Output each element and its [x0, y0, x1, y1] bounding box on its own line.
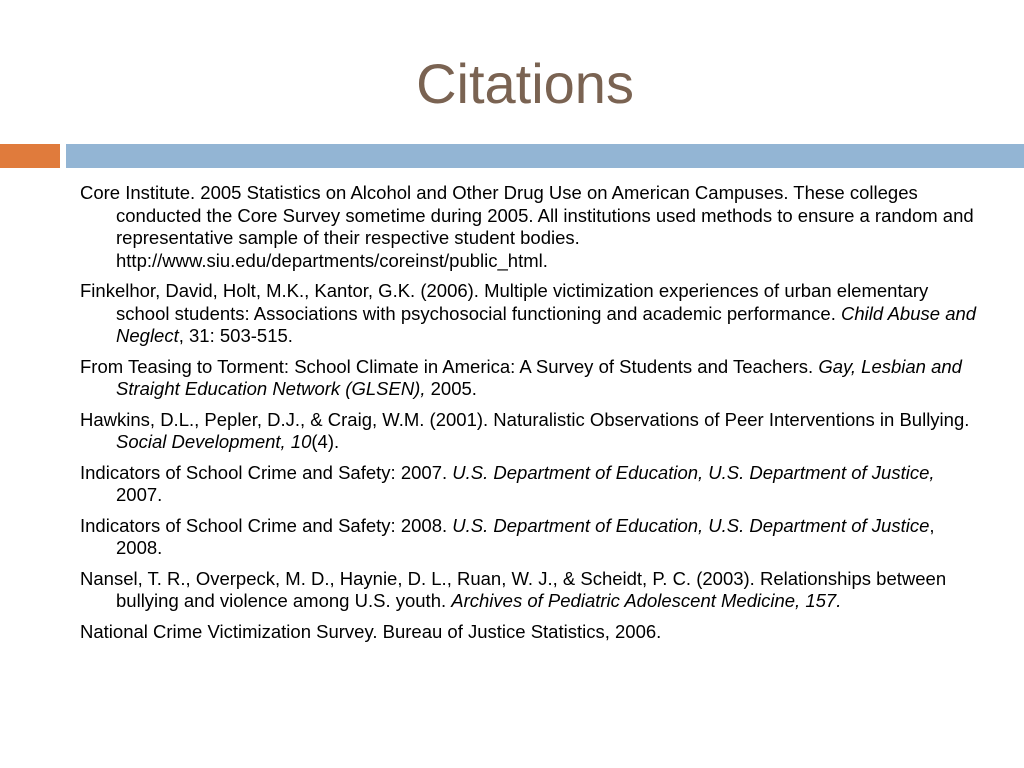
citation-item — [80, 182, 980, 272]
citation-source: Gay, Lesbian and Straight Education Network (GLSEN), — [116, 355, 962, 399]
citation-source: Child Abuse and Neglect — [116, 302, 977, 346]
citation-text: Nansel, T. R., Overpeck, M. D., Haynie, D. L., Ruan, W. J., & Scheidt, P. C. (2003). Relationships between bullying and violence among U.S. youth. — [80, 567, 947, 611]
citation-source: Social Development, 10 — [116, 431, 312, 452]
citation-text: Indicators of School Crime and Safety: 2008. — [80, 514, 453, 536]
citation-item — [80, 356, 980, 401]
citation-text: National Crime Victimization Survey. Bureau of Justice Statistics, 2006. — [80, 620, 662, 642]
citation-item — [80, 515, 980, 560]
citation-item — [80, 621, 980, 644]
citation-tail: 2007. — [116, 484, 163, 505]
citation-tail: , 31: 503-515. — [178, 325, 293, 346]
citation-source: U.S. Department of Education, U.S. Department of Justice — [452, 514, 930, 536]
accent-bar-orange — [0, 144, 60, 168]
citation-item — [80, 568, 980, 613]
citation-list — [80, 182, 980, 651]
citation-item — [80, 280, 980, 348]
citation-source: U.S. Department of Education, U.S. Department of Justice, — [452, 461, 935, 483]
citation-item — [80, 462, 980, 507]
citation-tail: 2005. — [425, 378, 477, 399]
citation-tail: (4). — [311, 431, 340, 452]
citation-text: From Teasing to Torment: School Climate in America: A Survey of Students and Teachers. — [80, 355, 819, 377]
citation-source: Archives of Pediatric Adolescent Medicine, 157. — [451, 590, 842, 611]
citation-text: Finkelhor, David, Holt, M.K., Kantor, G.K. (2006). Multiple victimization experiences of urban elementary school students: Associations with psychosocial functioning and academic performance. — [80, 280, 929, 324]
citation-tail: , 2008. — [116, 514, 935, 558]
citation-text: Indicators of School Crime and Safety: 2007. — [80, 461, 453, 483]
citation-item — [80, 409, 980, 454]
accent-bar-blue — [66, 144, 1024, 168]
citation-text: Hawkins, D.L., Pepler, D.J., & Craig, W.M. (2001). Naturalistic Observations of Peer Interventions in Bullying. — [80, 408, 970, 430]
slide-title: Citations — [416, 52, 634, 115]
citation-text: Core Institute. 2005 Statistics on Alcohol and Other Drug Use on American Campuses. These colleges conducted the Core Survey sometime during 2005. All institutions used methods to ensure a random and representative sample of their respective student bodies. http://www.siu.edu/departments/coreinst/public_html. — [80, 182, 974, 271]
